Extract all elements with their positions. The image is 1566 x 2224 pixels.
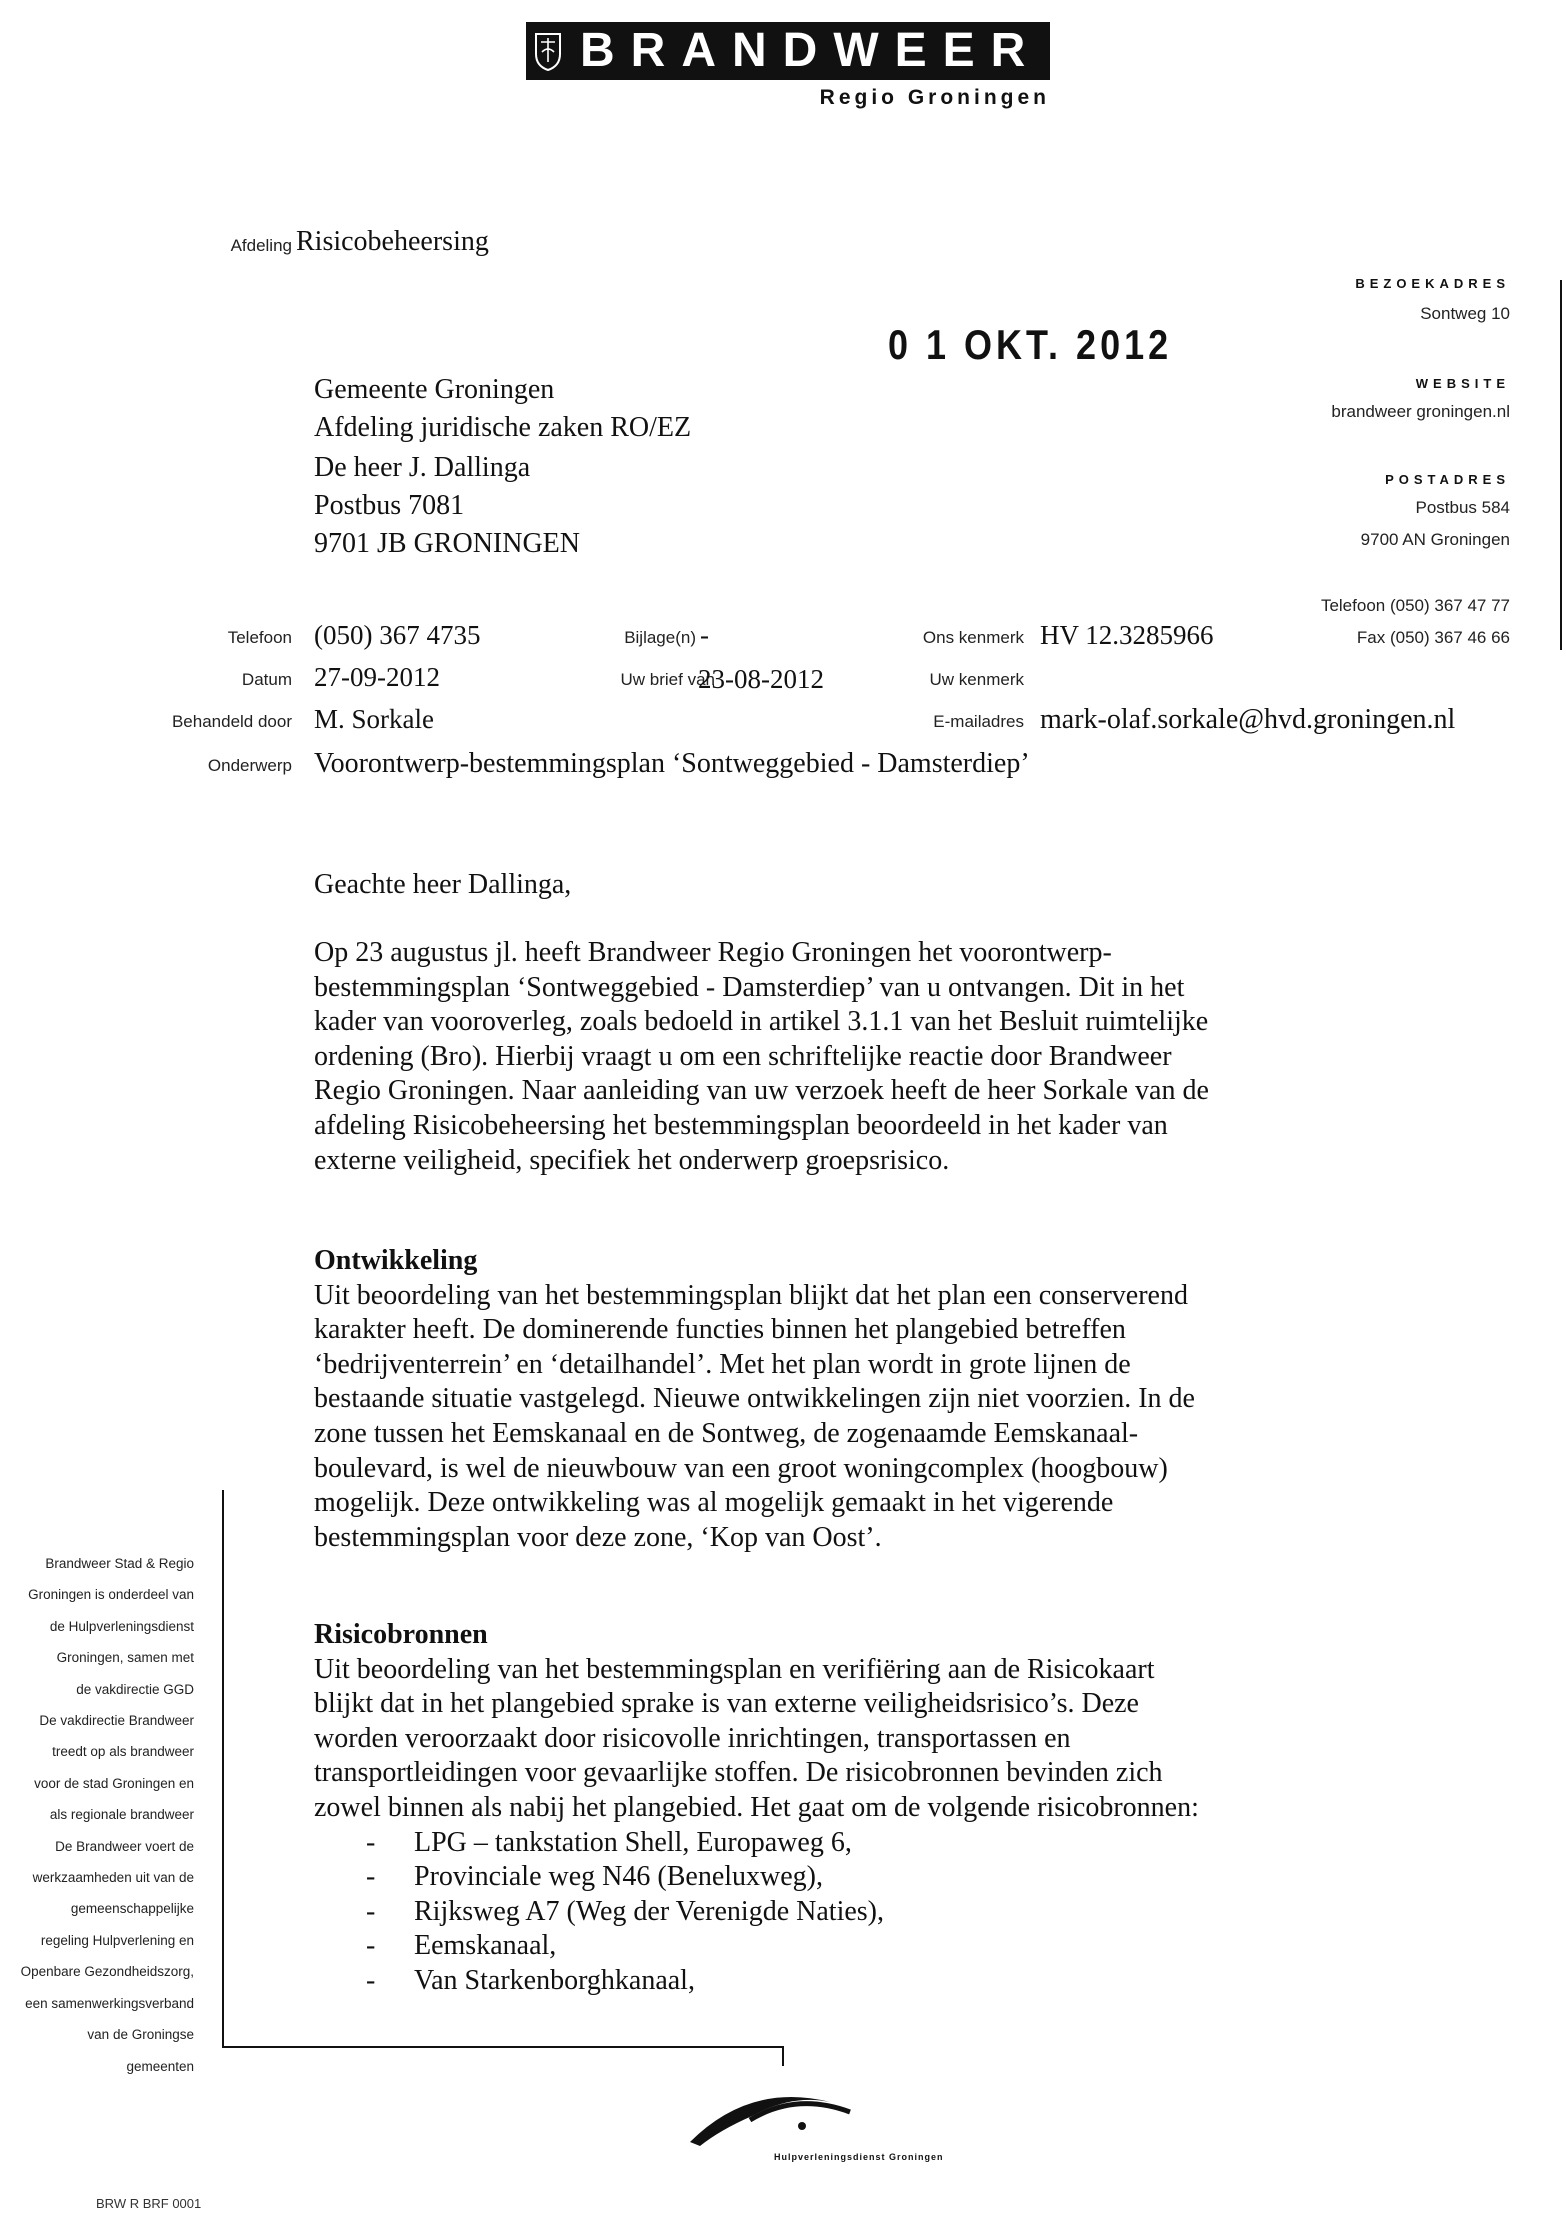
sidebar-disclaimer <box>8 1548 194 2082</box>
recipient-line-4: Postbus 7081 <box>314 490 465 521</box>
section-ontwikkeling <box>314 1244 1404 1555</box>
bijlage-value: - <box>700 620 709 650</box>
postadres-line-1: Postbus 584 <box>1415 498 1510 517</box>
uw-kenmerk-label: Uw kenmerk <box>929 670 1024 689</box>
website-value: brandweer groningen.nl <box>1331 402 1510 421</box>
email-value: mark-olaf.sorkale@hvd.groningen.nl <box>1040 704 1456 735</box>
telefoon-label: Telefoon <box>227 628 292 647</box>
postadres-line-2: 9700 AN Groningen <box>1360 530 1510 549</box>
email-label: E-mailadres <box>933 712 1024 731</box>
telefoon-main: Telefoon (050) 367 47 77 <box>1320 596 1510 615</box>
received-date-stamp: 0 1 OKT. 2012 <box>888 320 1173 368</box>
recipient-line-3: De heer J. Dallinga <box>314 452 531 483</box>
body-line: ‘bedrijventerrein’ en ‘detailhandel’. Met het plan wordt in grote lijnen de <box>314 1348 1131 1380</box>
body-line: mogelijk. Deze ontwikkeling was al mogelijk gemaakt in het vigerende <box>314 1487 1114 1519</box>
uw-brief-value: 23-08-2012 <box>698 664 824 694</box>
sidebar-line: Brandweer Stad & Regio <box>45 1556 194 1571</box>
hvd-logo-text: Hulpverleningsdienst Groningen <box>774 2152 944 2162</box>
sidebar-line: Groningen, samen met <box>56 1650 194 1666</box>
brand-subtitle: Regio Groningen <box>819 86 1050 109</box>
list-item: - Rijksweg A7 (Weg der Verenigde Naties), <box>366 1895 884 1927</box>
brand-name: BRANDWEER <box>580 24 1042 77</box>
afdeling-label: Afdeling <box>230 236 292 255</box>
afdeling-value: Risicobeheersing <box>296 226 489 257</box>
risk-source-list <box>314 1826 1404 1999</box>
body-line: worden veroorzaakt door risicovolle inrichtingen, transportassen en <box>314 1722 1071 1754</box>
intro-line: externe veiligheid, specifiek het onderwerp groepsrisico. <box>314 1144 950 1176</box>
intro-line: ordening (Bro). Hierbij vraagt u om een schriftelijke reactie door Brandweer <box>314 1040 1172 1072</box>
sidebar-rule-vertical <box>222 1490 224 2048</box>
list-item: - LPG – tankstation Shell, Europaweg 6, <box>366 1826 852 1858</box>
ons-kenmerk-value: HV 12.3285966 <box>1040 620 1214 650</box>
list-item: - Eemskanaal, <box>366 1930 557 1962</box>
sidebar-line: De Brandweer voert de <box>55 1838 194 1854</box>
onderwerp-value: Voorontwerp-bestemmingsplan ‘Sontweggebied - Damsterdiep’ <box>314 748 1030 779</box>
body-line: bestemmingsplan voor deze zone, ‘Kop van Oost’. <box>314 1521 882 1553</box>
crest-icon <box>526 22 570 80</box>
recipient-line-2: Afdeling juridische zaken RO/EZ <box>314 412 692 443</box>
body-line: blijkt dat in het plangebied sprake is van externe veiligheidsrisico’s. Deze <box>314 1688 1139 1720</box>
sidebar-line: een samenwerkingsverband <box>25 1995 194 2011</box>
salutation: Geachte heer Dallinga, <box>314 869 572 900</box>
sidebar-line: treedt op als brandweer <box>52 1744 194 1760</box>
onderwerp-label: Onderwerp <box>207 756 292 775</box>
section-heading: Risicobronnen <box>314 1619 488 1650</box>
list-item: - Provinciale weg N46 (Beneluxweg), <box>366 1861 823 1893</box>
sidebar-line: als regionale brandweer <box>49 1807 194 1823</box>
sidebar-line: Openbare Gezondheidszorg, <box>20 1964 194 1980</box>
right-margin-rule <box>1560 280 1562 650</box>
section-heading: Ontwikkeling <box>314 1245 478 1276</box>
behandeld-value: M. Sorkale <box>314 704 434 734</box>
body-line: karakter heeft. De dominerende functies binnen het plangebied betreffen <box>314 1314 1126 1346</box>
sidebar-line: de Hulpverleningsdienst <box>49 1618 194 1634</box>
bijlage-label: Bijlage(n) <box>624 628 696 647</box>
body-line: zowel binnen als nabij het plangebied. Het gaat om de volgende risicobronnen: <box>314 1791 1199 1823</box>
bezoekadres-value: Sontweg 10 <box>1420 304 1510 323</box>
sidebar-line: De vakdirectie Brandweer <box>39 1713 194 1729</box>
sidebar-line: werkzaamheden uit van de <box>32 1870 194 1886</box>
datum-label: Datum <box>241 670 292 689</box>
brandweer-logo <box>526 22 1050 80</box>
bezoekadres-label: BEZOEKADRES <box>1355 276 1510 291</box>
intro-line: kader van vooroverleg, zoals bedoeld in artikel 3.1.1 van het Besluit ruimtelijke <box>314 1006 1209 1038</box>
intro-line: Regio Groningen. Naar aanleiding van uw verzoek heeft de heer Sorkale van de <box>314 1075 1209 1107</box>
sidebar-rule-end <box>782 2046 784 2066</box>
sidebar-line: regeling Hulpverlening en <box>40 1932 194 1948</box>
recipient-line-1: Gemeente Groningen <box>314 374 555 405</box>
intro-paragraph <box>314 936 1404 1178</box>
sidebar-line: de vakdirectie GGD <box>76 1681 194 1697</box>
sidebar-rule-horizontal <box>222 2046 784 2048</box>
fax-main: Fax (050) 367 46 66 <box>1356 628 1510 647</box>
list-item: - Van Starkenborghkanaal, <box>366 1964 695 1996</box>
body-line: Uit beoordeling van het bestemmingsplan blijkt dat het plan een conserverend <box>314 1279 1188 1311</box>
sidebar-line: Groningen is onderdeel van <box>28 1587 194 1603</box>
body-line: bestaande situatie vastgelegd. Nieuwe ontwikkelingen zijn niet voorzien. In de <box>314 1383 1195 1415</box>
body-line: transportleidingen voor gevaarlijke stoffen. De risicobronnen bevinden zich <box>314 1757 1163 1789</box>
section-risicobronnen <box>314 1618 1404 1999</box>
website-label: WEBSITE <box>1415 376 1510 391</box>
body-line: zone tussen het Eemskanaal en de Sontweg, de zogenaamde Eemskanaal- <box>314 1417 1139 1449</box>
body-line: Uit beoordeling van het bestemmingsplan en verifiëring aan de Risicokaart <box>314 1653 1155 1685</box>
telefoon-value: (050) 367 4735 <box>314 620 481 650</box>
recipient-line-5: 9701 JB GRONINGEN <box>314 528 580 559</box>
sidebar-line: gemeenten <box>126 2058 194 2074</box>
sidebar-line: van de Groningse <box>87 2027 194 2043</box>
form-code: BRW R BRF 0001 <box>96 2196 202 2211</box>
sidebar-line: gemeenschappelijke <box>70 1901 194 1917</box>
ons-kenmerk-label: Ons kenmerk <box>922 628 1024 647</box>
intro-line: afdeling Risicobeheersing het bestemmingsplan beoordeeld in het kader van <box>314 1109 1168 1141</box>
behandeld-label: Behandeld door <box>171 712 292 731</box>
uw-brief-label: Uw brief van <box>620 670 715 689</box>
intro-line: Op 23 augustus jl. heeft Brandweer Regio Groningen het voorontwerp- <box>314 937 1112 968</box>
intro-line: bestemmingsplan ‘Sontweggebied - Damsterdiep’ van u ontvangen. Dit in het <box>314 971 1185 1003</box>
postadres-label: POSTADRES <box>1385 472 1510 487</box>
body-line: boulevard, is wel de nieuwbouw van een groot woningcomplex (hoogbouw) <box>314 1452 1168 1484</box>
hvd-logo-icon <box>680 2084 920 2148</box>
sidebar-line: voor de stad Groningen en <box>34 1775 194 1791</box>
datum-value: 27-09-2012 <box>314 662 440 692</box>
